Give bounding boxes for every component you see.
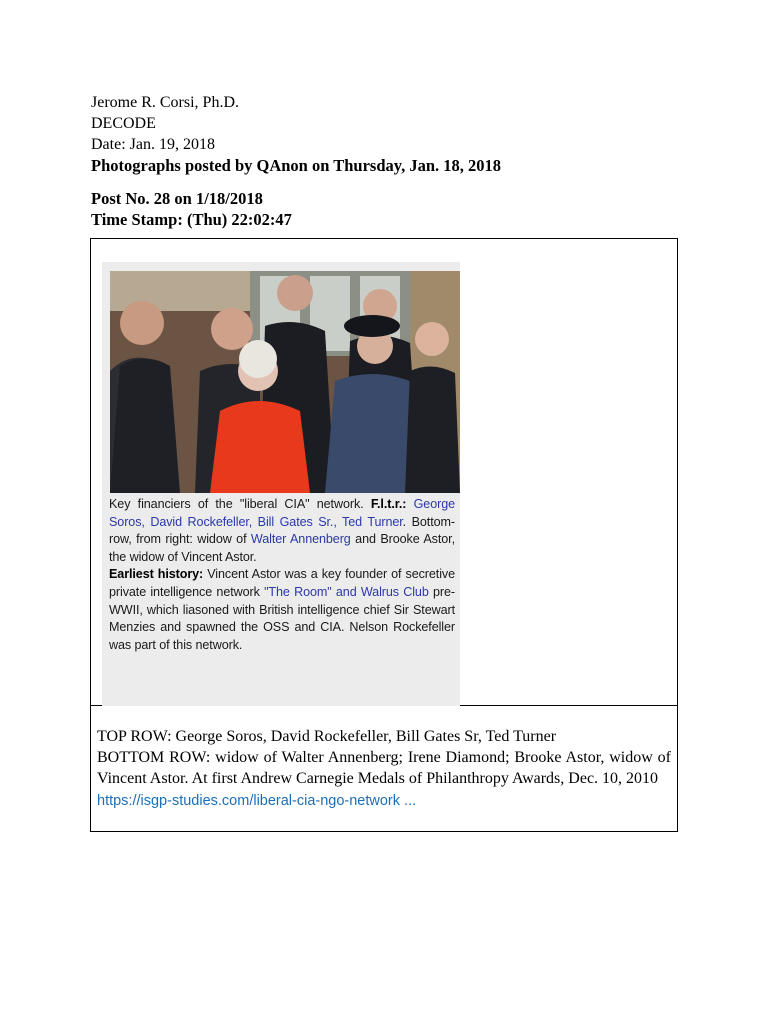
caption-bottom-row: . Bottom-row, from right: widow of	[109, 514, 455, 547]
figure-cell	[91, 239, 677, 706]
caption-room-club: "The Room" and Walrus Club	[264, 584, 429, 599]
caption-history-end: pre-WWII, which liasoned with British intelligence chief Sir Stewart Menzies and spawned the OSS and CIA. Nelson Rockefeller was part of this network.	[109, 584, 455, 652]
post-number: Post No. 28 on 1/18/2018	[91, 189, 263, 208]
news-clipping	[102, 262, 460, 706]
description-cell	[97, 726, 671, 812]
timestamp: Time Stamp: (Thu) 22:02:47	[91, 210, 292, 229]
group-photo	[110, 271, 460, 493]
top-row-description: TOP ROW: George Soros, David Rockefeller, Bill Gates Sr, Ted Turner	[97, 728, 557, 745]
author-line: Jerome R. Corsi, Ph.D.	[91, 94, 239, 111]
caption-astor: and Brooke Astor, the widow of Vincent Astor.	[109, 532, 455, 564]
section-line: DECODE	[91, 115, 156, 132]
date-line: Date: Jan. 19, 2018	[91, 136, 215, 153]
figure-table	[90, 238, 678, 832]
clipping-caption	[109, 496, 455, 654]
caption-fltr: F.l.t.r.:	[370, 497, 407, 511]
caption-history-label: Earliest history:	[109, 567, 204, 582]
document-header	[91, 92, 711, 230]
caption-names-top: George Soros, David Rockefeller, Bill Gates Sr., Ted Turner	[109, 497, 456, 529]
caption-intro: Key financiers of the "liberal CIA" network.	[109, 497, 371, 511]
caption-history: Vincent Astor was a key founder of secretive private intelligence network	[109, 567, 455, 599]
source-link[interactable]: https://isgp-studies.com/liberal-cia-ngo-network ...	[97, 793, 417, 809]
headline: Photographs posted by QAnon on Thursday, Jan. 18, 2018	[91, 156, 502, 175]
bottom-row-description: BOTTOM ROW: widow of Walter Annenberg; Irene Diamond; Brooke Astor, widow of Vincent Astor. At first Andrew Carnegie Medals of Philanthropy Awards, Dec. 10, 2010	[97, 749, 671, 787]
caption-name-annenberg: Walter Annenberg	[250, 532, 351, 547]
